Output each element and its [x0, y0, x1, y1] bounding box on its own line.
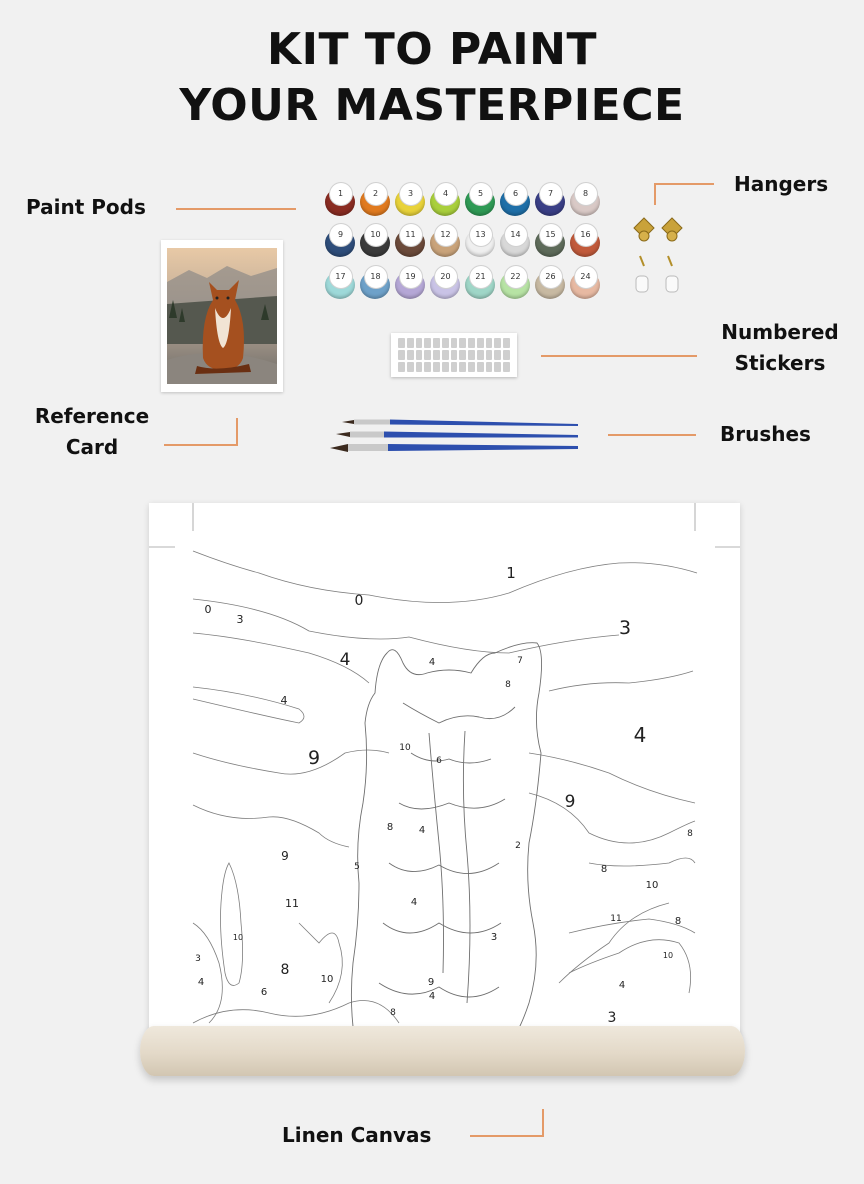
sticker-cell [486, 362, 493, 372]
paint-pod-number: 10 [364, 223, 388, 247]
hangers-icon [628, 214, 694, 300]
paint-pod [395, 223, 425, 257]
leader-paint-pods [176, 208, 296, 210]
paint-pod-number: 13 [469, 223, 493, 247]
sticker-cell [416, 362, 423, 372]
canvas-region-number: 10 [320, 974, 334, 985]
canvas-region-number: 8 [390, 1008, 396, 1018]
paint-pod-number: 7 [539, 182, 563, 206]
sticker-cell [503, 350, 510, 360]
label-brushes-text: Brushes [720, 422, 811, 446]
paint-pod [465, 223, 495, 257]
paint-pod [535, 223, 565, 257]
sticker-cell [468, 350, 475, 360]
paint-pod-number: 14 [504, 223, 528, 247]
canvas-region-number: 4 [197, 977, 205, 988]
canvas-region-number: 3 [490, 932, 498, 943]
sticker-cell [407, 362, 414, 372]
canvas-region-number: 11 [610, 914, 622, 924]
reference-card [161, 240, 283, 392]
sticker-cell [398, 338, 405, 348]
canvas-region-number: 3 [618, 617, 632, 639]
paint-pod-number: 19 [399, 265, 423, 289]
canvas-region-number: 9 [427, 977, 435, 988]
sticker-cell [459, 350, 466, 360]
paint-pod-number: 20 [434, 265, 458, 289]
paint-pod [570, 265, 600, 299]
sawtooth-hanger-icon [634, 218, 682, 241]
brushes-icon [328, 416, 584, 458]
canvas-region-number: 0 [204, 603, 212, 616]
sticker-cell [433, 362, 440, 372]
brush-2 [336, 432, 578, 438]
sticker-cell [503, 362, 510, 372]
paint-pod-number: 11 [399, 223, 423, 247]
dog-photo [167, 248, 277, 384]
paint-pod-number: 1 [329, 182, 353, 206]
paint-by-number-outline [149, 503, 740, 1043]
leader-numbered-stickers [541, 355, 697, 357]
label-numbered-stickers-line-1: Numbered [721, 320, 839, 344]
paint-pod [500, 265, 530, 299]
sticker-cell [407, 338, 414, 348]
canvas-roll [140, 1026, 745, 1076]
label-hangers [734, 169, 828, 200]
sticker-cell [398, 362, 405, 372]
paint-pod-number: 17 [329, 265, 353, 289]
sticker-cell [468, 338, 475, 348]
paint-pod-number: 15 [539, 223, 563, 247]
paint-pod [395, 182, 425, 216]
sticker-cell [459, 338, 466, 348]
canvas-region-number: 11 [285, 897, 299, 910]
brush-1 [342, 420, 578, 427]
paint-pod-number: 26 [539, 265, 563, 289]
canvas-region-number: 7 [517, 656, 523, 666]
canvas-region-number: 3 [607, 1010, 617, 1026]
label-linen-canvas [282, 1120, 431, 1151]
paint-pod [465, 182, 495, 216]
canvas-region-number: 1 [506, 564, 516, 582]
sticker-cell [477, 338, 484, 348]
numbered-stickers-sheet [391, 333, 517, 377]
paint-pod [325, 223, 355, 257]
wall-plug-icon [636, 276, 678, 292]
canvas-region-number: 4 [428, 991, 436, 1002]
sticker-cell [407, 350, 414, 360]
leader-linen-canvas [470, 1109, 544, 1137]
canvas-region-number: 9 [281, 849, 289, 863]
sticker-cell [398, 350, 405, 360]
sticker-cell [451, 338, 458, 348]
canvas-region-number: 8 [674, 916, 682, 927]
title-line-2: YOUR MASTERPIECE [179, 80, 685, 131]
canvas-region-number: 5 [354, 862, 360, 872]
sticker-cell [494, 350, 501, 360]
sticker-cell [442, 362, 449, 372]
paint-pod [500, 223, 530, 257]
canvas-region-number: 8 [280, 962, 290, 978]
paint-pod [325, 265, 355, 299]
sticker-cell [477, 350, 484, 360]
canvas-region-number: 0 [354, 593, 364, 609]
label-paint-pods [26, 192, 146, 223]
sticker-cell [494, 338, 501, 348]
nail-icon [640, 256, 672, 266]
canvas-region-number: 8 [600, 864, 608, 875]
leader-reference-card [164, 418, 238, 446]
paint-pod-number: 6 [504, 182, 528, 206]
sticker-cell [424, 350, 431, 360]
page-title [0, 22, 864, 134]
sticker-cell [433, 350, 440, 360]
canvas-region-number: 4 [339, 650, 351, 670]
sticker-cell [477, 362, 484, 372]
sticker-cell [424, 338, 431, 348]
label-numbered-stickers [714, 317, 846, 379]
leader-hangers [654, 183, 714, 205]
canvas-region-number: 10 [399, 743, 411, 753]
paint-pod [360, 223, 390, 257]
canvas-region-number: 10 [662, 951, 674, 960]
paint-pod [570, 182, 600, 216]
paint-pod [360, 182, 390, 216]
paint-pod-number: 21 [469, 265, 493, 289]
paint-pod [500, 182, 530, 216]
sticker-cell [494, 362, 501, 372]
paint-pod [570, 223, 600, 257]
canvas-region-number: 10 [232, 933, 244, 942]
canvas-region-number: 9 [307, 747, 321, 769]
paint-pod-number: 18 [364, 265, 388, 289]
paint-pod-number: 24 [574, 265, 598, 289]
sticker-cell [503, 338, 510, 348]
sticker-cell [459, 362, 466, 372]
brush-3 [330, 444, 578, 452]
sticker-cell [451, 350, 458, 360]
label-paint-pods-text: Paint Pods [26, 195, 146, 219]
paint-pod-number: 5 [469, 182, 493, 206]
paint-pod [535, 265, 565, 299]
paint-pod [325, 182, 355, 216]
canvas-region-number: 8 [505, 680, 511, 690]
canvas-region-number: 3 [195, 954, 201, 964]
label-brushes [720, 419, 811, 450]
sticker-cell [442, 350, 449, 360]
canvas-region-number: 8 [687, 829, 693, 839]
paint-pod-number: 9 [329, 223, 353, 247]
canvas-region-number: 6 [436, 756, 442, 766]
label-reference-card [30, 401, 154, 463]
canvas-region-number: 4 [428, 657, 436, 668]
label-hangers-text: Hangers [734, 172, 829, 196]
sticker-cell [442, 338, 449, 348]
paint-pod-number: 2 [364, 182, 388, 206]
paint-pod [395, 265, 425, 299]
paint-pod-number: 8 [574, 182, 598, 206]
label-numbered-stickers-line-2: Stickers [734, 351, 826, 375]
paint-pod [360, 265, 390, 299]
canvas-region-number: 9 [564, 792, 576, 812]
paint-pod-number: 12 [434, 223, 458, 247]
label-reference-card-line-2: Card [65, 435, 119, 459]
sticker-cell [468, 362, 475, 372]
canvas-region-number: 4 [633, 723, 647, 747]
canvas-region-number: 4 [410, 897, 418, 908]
canvas-region-number: 2 [515, 841, 521, 851]
title-line-1: KIT TO PAINT [266, 24, 597, 75]
canvas-region-number: 8 [386, 822, 394, 833]
paint-pod-number: 4 [434, 182, 458, 206]
label-linen-canvas-text: Linen Canvas [282, 1123, 432, 1147]
sticker-cell [416, 350, 423, 360]
sticker-cell [424, 362, 431, 372]
label-reference-card-line-1: Reference [34, 404, 150, 428]
paint-pod-number: 3 [399, 182, 423, 206]
paint-pods [322, 182, 602, 302]
sticker-cell [486, 338, 493, 348]
paint-pod [535, 182, 565, 216]
canvas-region-number: 6 [260, 987, 268, 998]
sticker-cell [486, 350, 493, 360]
sticker-cell [416, 338, 423, 348]
canvas-region-number: 10 [645, 880, 659, 891]
sticker-cell [451, 362, 458, 372]
canvas-region-number: 4 [280, 694, 288, 707]
paint-pod [430, 265, 460, 299]
linen-canvas-sheet [149, 503, 740, 1043]
paint-pod-number: 16 [574, 223, 598, 247]
canvas-region-number: 4 [618, 980, 626, 991]
leader-brushes [608, 434, 696, 436]
canvas-region-number: 3 [236, 613, 244, 626]
paint-pod [465, 265, 495, 299]
sticker-cell [433, 338, 440, 348]
canvas-region-number: 4 [418, 825, 426, 836]
paint-pod [430, 223, 460, 257]
paint-pod-number: 22 [504, 265, 528, 289]
paint-pod [430, 182, 460, 216]
